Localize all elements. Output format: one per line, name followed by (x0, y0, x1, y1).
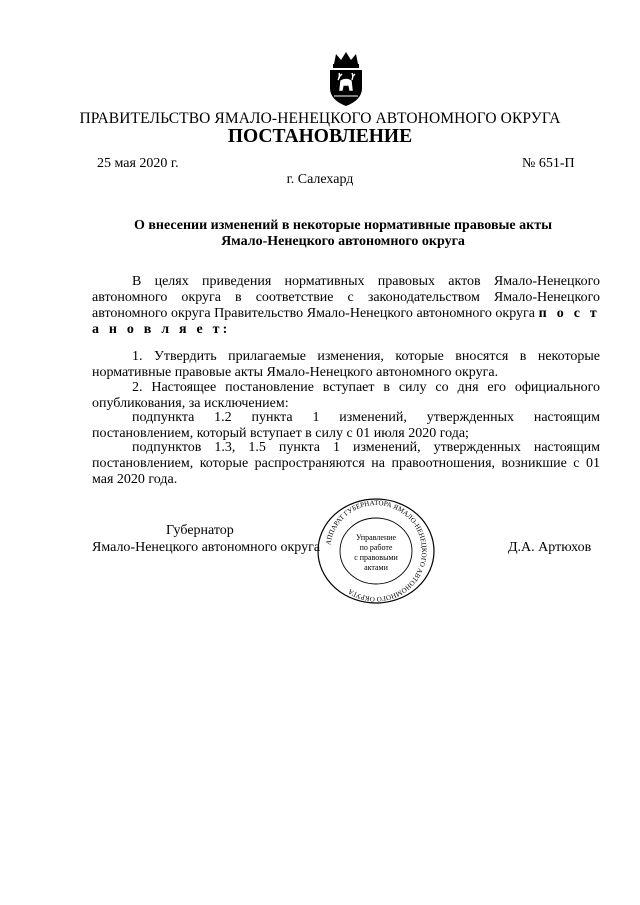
document-type: ПОСТАНОВЛЕНИЕ (227, 126, 413, 147)
title-line-1: О внесении изменений в некоторые нормативные правовые акты (133, 218, 553, 233)
document-city: г. Салехард (286, 172, 354, 187)
signatory-title: Губернатор (166, 523, 234, 538)
document-number: № 651-П (522, 156, 575, 171)
decree-word: п о с т а н о в л я е т: (92, 306, 600, 337)
item-2-sub-2-paragraph (92, 440, 600, 488)
stamp-line-3: с правовыми (354, 553, 398, 562)
item-2-text: 2. Настоящее постановление вступает в силу со дня его официального опубликования, за исключением: (92, 380, 600, 411)
organization-name: ПРАВИТЕЛЬСТВО ЯМАЛО-НЕНЕЦКОГО АВТОНОМНОГО ОКРУГА (79, 110, 561, 127)
item-2-sub-2-text: подпунктов 1.3, 1.5 пункта 1 изменений, утвержденных настоящим постановлением, которые распространяются на правоотношения, возникшие с 01 мая 2020 года. (92, 440, 600, 487)
item-1-text: 1. Утвердить прилагаемые изменения, которые вносятся в некоторые нормативные правовые акты Ямало-Ненецкого автономного округа. (92, 349, 600, 380)
official-stamp (314, 496, 438, 606)
document-title (100, 218, 586, 250)
intro-paragraph (92, 274, 600, 338)
title-line-2: Ямало-Ненецкого автономного округа (221, 234, 465, 249)
intro-text: В целях приведения нормативных правовых актов Ямало-Ненецкого автономного округа в соответствие с законодательством Ямало-Ненецкого автономного округа Правительство Ямало-Ненецкого автономного округа (92, 274, 600, 321)
document-date: 25 мая 2020 г. (97, 156, 179, 171)
coat-of-arms-icon (326, 50, 366, 108)
signatory-name: Д.А. Артюхов (508, 540, 592, 555)
item-2-sub-1-paragraph (92, 410, 600, 442)
stamp-line-2: по работе (359, 543, 393, 552)
stamp-ring-text: АППАРАТ ГУБЕРНАТОРА ЯМАЛО-НЕНЕЦКОГО АВТОНОМНОГО ОКРУГА (324, 498, 429, 604)
item-1-paragraph (92, 349, 600, 381)
item-2-sub-1-text: подпункта 1.2 пункта 1 изменений, утвержденных настоящим постановлением, который вступает в силу с 01 июля 2020 года; (92, 410, 600, 441)
stamp-line-4: актами (364, 563, 388, 572)
signatory-organization: Ямало-Ненецкого автономного округа (92, 540, 321, 555)
item-2-paragraph (92, 380, 600, 412)
stamp-line-1: Управление (355, 533, 397, 542)
